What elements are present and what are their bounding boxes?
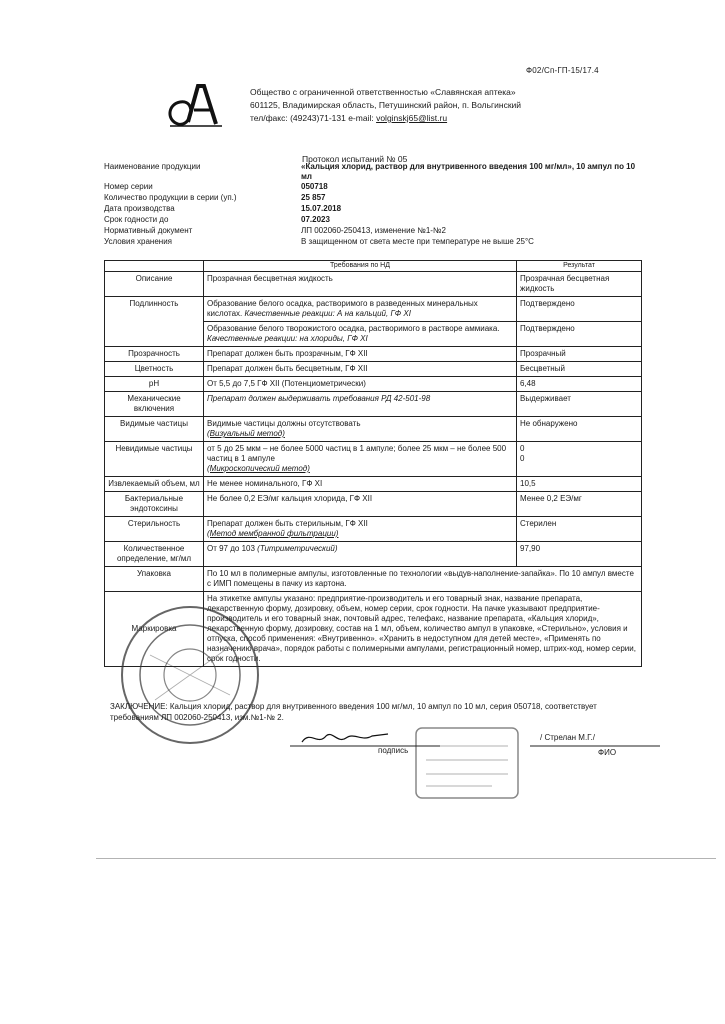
result-cell: Подтверждено [517, 297, 642, 322]
meta-label: Номер серии [104, 182, 153, 191]
header-cell [105, 261, 204, 272]
conclusion: ЗАКЛЮЧЕНИЕ: Кальция хлорид, раствор для внутривенного введения 100 мг/мл, 10 ампул по 10 мл, серия 050718, соответствует требованиям ЛП 002060-250413, изм.№1-№ 2. [110, 702, 597, 722]
param-cell: pH [105, 377, 204, 392]
table-row [105, 272, 642, 297]
param-cell: Невидимые частицы [105, 442, 204, 477]
method-text: Препарат должен выдерживать требования РД 42-501-98 [207, 394, 431, 403]
protocol-title: Протокол испытаний № 05 [302, 154, 408, 164]
table-row [105, 442, 642, 477]
table-row [105, 542, 642, 567]
method-text: (Титриметрический) [257, 544, 338, 553]
table-row [105, 377, 642, 392]
signer-name: / Стрелан М.Г./ [540, 733, 595, 742]
fio-label: ФИО [598, 748, 617, 757]
requirement-cell: От 5,5 до 7,5 ГФ XII (Потенциометрически) [204, 377, 517, 392]
meta-row [104, 193, 644, 204]
method-text: (Метод мембранной фильтрации) [207, 529, 339, 538]
requirement-cell: Препарат должен быть прозрачным, ГФ XII [204, 347, 517, 362]
requirement-cell: Не менее номинального, ГФ XI [204, 477, 517, 492]
param-cell: Механические включения [105, 392, 204, 417]
requirement-cell: Видимые частицы должны отсутствовать (Визуальный метод) [204, 417, 517, 442]
param-cell: Стерильность [105, 517, 204, 542]
meta-value: «Кальция хлорид, раствор для внутривенного введения 100 мг/мл», 10 ампул по 10 мл [301, 162, 636, 181]
requirement-cell: По 10 мл в полимерные ампулы, изготовленные по технологии «выдув-наполнение-запайка». По 10 ампул вместе с ИМП помещены в пачку из картона. [204, 567, 642, 592]
rectangular-stamp [412, 724, 522, 802]
result-cell: 10,5 [517, 477, 642, 492]
table-row [105, 392, 642, 417]
requirement-cell: от 5 до 25 мкм – не более 5000 частиц в 1 ампуле; более 25 мкм – не более 500 частиц в 1 ампуле (Микроскопический метод) [204, 442, 517, 477]
company-logo [164, 80, 224, 130]
table-row [105, 517, 642, 542]
requirement-cell: Препарат должен быть бесцветным, ГФ XII [204, 362, 517, 377]
requirement-cell: Образование белого творожистого осадка, растворимого в растворе аммиака. Качественные реакции: на хлориды, ГФ XI [204, 322, 517, 347]
product-meta [104, 162, 644, 248]
meta-row [104, 226, 644, 237]
meta-value: 15.07.2018 [301, 204, 342, 213]
meta-row [104, 215, 644, 226]
result-cell: 97,90 [517, 542, 642, 567]
document-code: Ф02/Сп-ГП-15/17.4 [526, 66, 599, 75]
meta-label: Наименование продукции [104, 162, 201, 171]
param-cell: Упаковка [105, 567, 204, 592]
meta-value: В защищенном от света месте при температуре не выше 25°С [301, 237, 534, 246]
meta-row [104, 182, 644, 193]
organization-address: 601125, Владимирская область, Петушинский район, п. Вольгинский [250, 100, 522, 110]
meta-label: Срок годности до [104, 215, 169, 224]
param-cell: Маркировка [105, 592, 204, 667]
param-cell: Прозрачность [105, 347, 204, 362]
signature-label: подпись [378, 746, 409, 755]
result-cell: Прозрачный [517, 347, 642, 362]
table-row [105, 477, 642, 492]
header-cell: Результат [517, 261, 642, 272]
result-cell: Прозрачная бесцветная жидкость [517, 272, 642, 297]
result-cell: Бесцветный [517, 362, 642, 377]
method-text: (Микроскопический метод) [207, 464, 310, 473]
organization-block [250, 86, 521, 125]
meta-label: Нормативный документ [104, 226, 193, 235]
method-text: Качественные реакции: А на кальций, ГФ XI [244, 309, 411, 318]
result-cell: Не обнаружено [517, 417, 642, 442]
param-cell: Подлинность [105, 297, 204, 347]
meta-label: Количество продукции в серии (уп.) [104, 193, 237, 202]
meta-label: Условия хранения [104, 237, 173, 246]
param-cell: Описание [105, 272, 204, 297]
contacts-prefix: тел/факс: (49243)71-131 e-mail: [250, 113, 377, 123]
table-row [105, 362, 642, 377]
requirement-cell: Образование белого осадка, растворимого в разведенных минеральных кислотах. Качественные реакции: А на кальций, ГФ XI [204, 297, 517, 322]
meta-value: 25 857 [301, 193, 326, 202]
requirement-cell [204, 392, 517, 417]
param-cell: Бактериальные эндотоксины [105, 492, 204, 517]
table-header-row [105, 261, 642, 272]
param-cell: Видимые частицы [105, 417, 204, 442]
result-cell: Стерилен [517, 517, 642, 542]
requirement-cell: Не более 0,2 ЕЭ/мг кальция хлорида, ГФ XII [204, 492, 517, 517]
result-cell: Выдерживает [517, 392, 642, 417]
result-cell: Менее 0,2 ЕЭ/мг [517, 492, 642, 517]
param-cell: Количественное определение, мг/мл [105, 542, 204, 567]
result-cell: 0 0 [517, 442, 642, 477]
organization-name: Общество с ограниченной ответственностью «Славянская аптека» [250, 87, 516, 97]
method-text: (Визуальный метод) [207, 429, 285, 438]
table-row [105, 492, 642, 517]
meta-value: 050718 [301, 182, 328, 191]
requirement-cell: От 97 до 103 (Титриметрический) [204, 542, 517, 567]
meta-row [104, 237, 644, 248]
meta-value: 07.2023 [301, 215, 330, 224]
table-row [105, 567, 642, 592]
result-cell: 6,48 [517, 377, 642, 392]
email-link[interactable]: volginskj65@list.ru [376, 113, 448, 123]
round-stamp [110, 600, 270, 750]
table-row [105, 417, 642, 442]
meta-label: Дата производства [104, 204, 175, 213]
meta-row [104, 204, 644, 215]
param-cell: Извлекаемый объем, мл [105, 477, 204, 492]
table-row [105, 297, 642, 322]
requirement-cell: Прозрачная бесцветная жидкость [204, 272, 517, 297]
param-cell: Цветность [105, 362, 204, 377]
result-cell: Подтверждено [517, 322, 642, 347]
meta-value: ЛП 002060-250413, изменение №1-№2 [301, 226, 446, 235]
method-text: Качественные реакции: на хлориды, ГФ XI [207, 334, 368, 343]
table-row [105, 347, 642, 362]
requirement-cell: Препарат должен быть стерильным, ГФ XII (Метод мембранной фильтрации) [204, 517, 517, 542]
footer-divider [96, 858, 716, 859]
organization-contacts [250, 112, 521, 125]
meta-row [104, 162, 644, 182]
header-cell: Требования по НД [204, 261, 517, 272]
requirement-cell: На этикетке ампулы указано: предприятие-производитель и его товарный знак, название препарата, лекарственную форму, дозировку, объем, номер серии, срок годности. На пачке указывают предприятие-производитель и его товарный знак, почтовый адрес, телефакс, название препарата, «Кальция хлорид», лекарственную форму, дозировку, состав на 1 мл, объем, количество ампул в упаковке, «Стерильно», условия и отпуска, способ применения: «Внутривенно». «Хранить в недоступном для детей месте», «Применять по назначению врача», порядок работы с полимерными ампулами, регистрационный номер, штрих-код, номер серии, срок годности. [204, 592, 642, 667]
